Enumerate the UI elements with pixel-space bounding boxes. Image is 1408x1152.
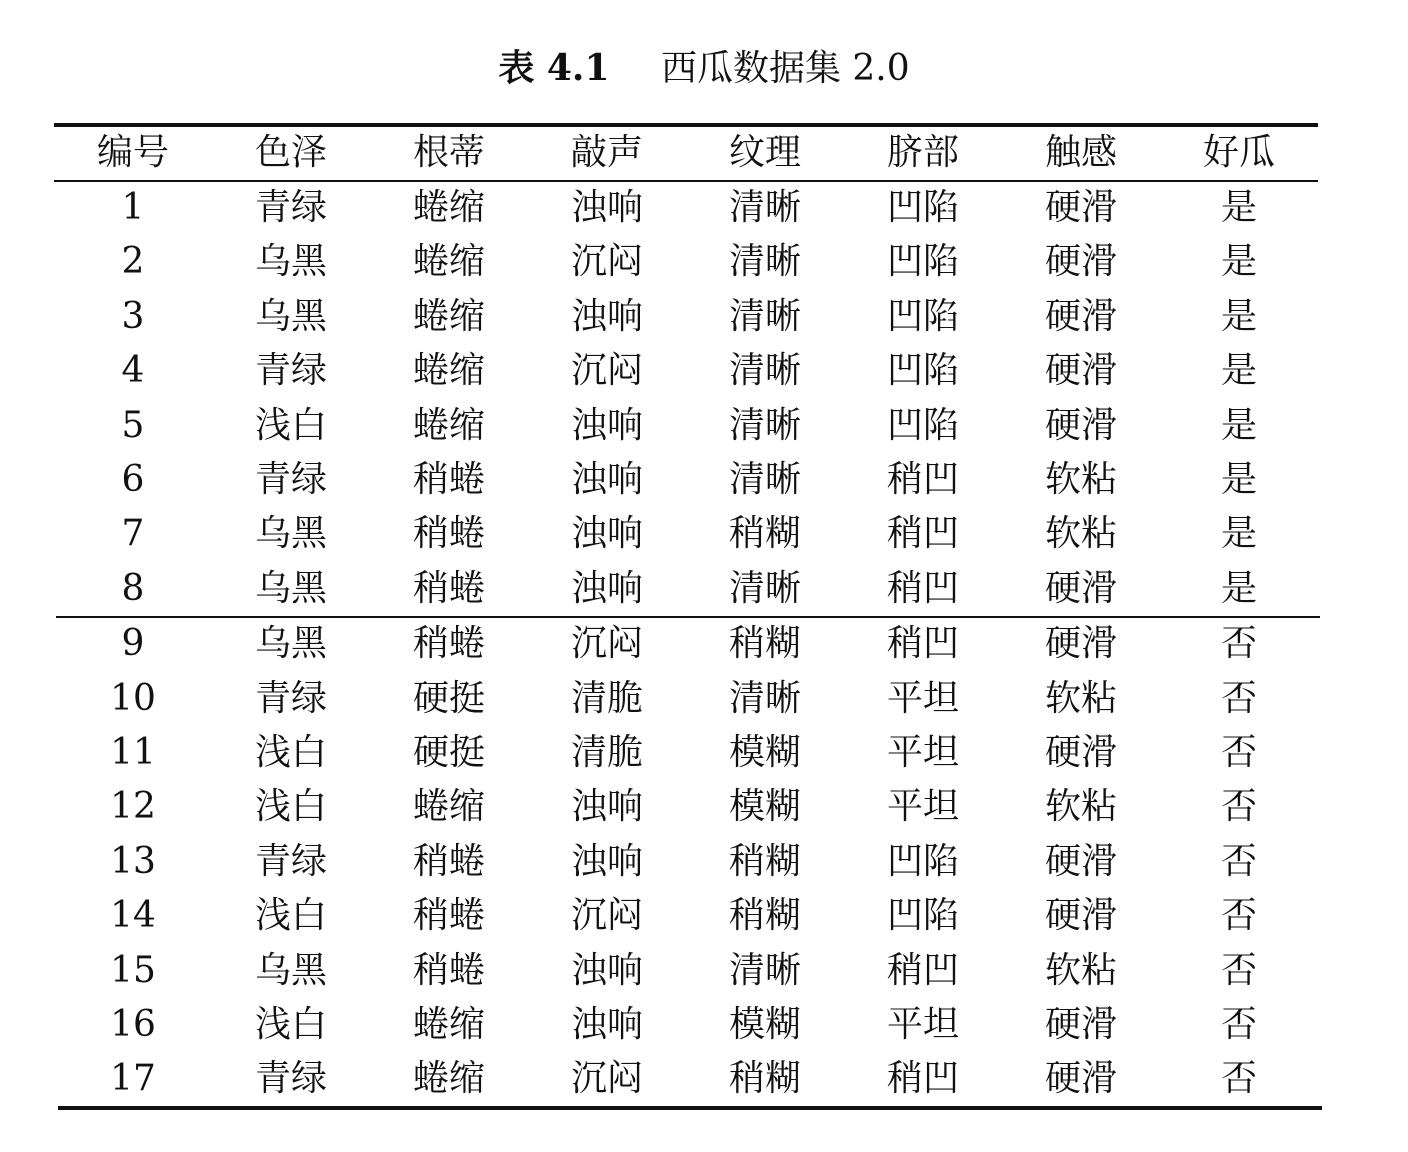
cell-texture: 稍糊 <box>728 841 801 882</box>
cell-texture: 清晰 <box>728 678 801 719</box>
cell-touch: 软粘 <box>1044 950 1117 991</box>
cell-good: 是 <box>1220 513 1257 554</box>
cell-color: 浅白 <box>254 732 327 773</box>
cell-color: 乌黑 <box>254 623 327 664</box>
cell-id: 16 <box>110 1004 156 1045</box>
table-caption-title: 西瓜数据集 2.0 <box>660 48 910 89</box>
cell-color: 乌黑 <box>254 950 327 991</box>
cell-color: 乌黑 <box>254 241 327 282</box>
cell-knock: 沉闷 <box>570 895 643 936</box>
cell-root: 稍蜷 <box>412 459 485 500</box>
column-header-id: 编号 <box>96 132 169 173</box>
cell-root: 稍蜷 <box>412 568 485 609</box>
cell-good: 是 <box>1220 350 1257 391</box>
table-row <box>54 562 1318 616</box>
cell-root: 硬挺 <box>412 732 485 773</box>
table-row <box>54 344 1318 398</box>
cell-knock: 沉闷 <box>570 1058 643 1099</box>
column-header-touch: 触感 <box>1044 132 1117 173</box>
cell-id: 5 <box>121 405 145 446</box>
table-row <box>54 998 1318 1052</box>
cell-navel: 凹陷 <box>886 405 959 446</box>
cell-knock: 浊响 <box>570 841 643 882</box>
cell-good: 否 <box>1220 1058 1257 1099</box>
cell-good: 否 <box>1220 841 1257 882</box>
cell-knock: 沉闷 <box>570 623 643 664</box>
cell-color: 乌黑 <box>254 513 327 554</box>
table-bottom-rule <box>58 1106 1322 1110</box>
cell-navel: 稍凹 <box>886 513 959 554</box>
table-caption-label: 表 4.1 <box>498 47 610 89</box>
cell-touch: 软粘 <box>1044 678 1117 719</box>
cell-touch: 硬滑 <box>1044 296 1117 337</box>
cell-color: 青绿 <box>254 1058 327 1099</box>
table-row <box>54 507 1318 561</box>
cell-navel: 凹陷 <box>886 841 959 882</box>
cell-touch: 硬滑 <box>1044 568 1117 609</box>
cell-knock: 沉闷 <box>570 350 643 391</box>
cell-navel: 凹陷 <box>886 895 959 936</box>
cell-root: 蜷缩 <box>412 786 485 827</box>
cell-id: 7 <box>121 513 145 554</box>
table-row <box>54 290 1318 344</box>
cell-id: 8 <box>121 568 145 609</box>
cell-knock: 浊响 <box>570 296 643 337</box>
cell-navel: 凹陷 <box>886 296 959 337</box>
cell-id: 17 <box>110 1058 156 1099</box>
column-header-good: 好瓜 <box>1202 132 1275 173</box>
cell-texture: 模糊 <box>728 1004 801 1045</box>
cell-root: 稍蜷 <box>412 513 485 554</box>
cell-texture: 清晰 <box>728 350 801 391</box>
cell-touch: 硬滑 <box>1044 241 1117 282</box>
cell-root: 稍蜷 <box>412 895 485 936</box>
cell-id: 9 <box>121 623 145 664</box>
cell-root: 蜷缩 <box>412 1058 485 1099</box>
cell-good: 否 <box>1220 623 1257 664</box>
cell-knock: 沉闷 <box>570 241 643 282</box>
cell-texture: 模糊 <box>728 786 801 827</box>
cell-root: 蜷缩 <box>412 350 485 391</box>
cell-color: 青绿 <box>254 459 327 500</box>
cell-touch: 硬滑 <box>1044 841 1117 882</box>
cell-texture: 清晰 <box>728 568 801 609</box>
cell-navel: 凹陷 <box>886 241 959 282</box>
table-row <box>54 672 1318 726</box>
cell-navel: 稍凹 <box>886 623 959 664</box>
cell-color: 浅白 <box>254 895 327 936</box>
cell-root: 蜷缩 <box>412 241 485 282</box>
cell-root: 蜷缩 <box>412 405 485 446</box>
cell-id: 10 <box>110 678 156 719</box>
cell-id: 4 <box>121 350 145 391</box>
cell-navel: 凹陷 <box>886 350 959 391</box>
cell-id: 11 <box>110 732 156 773</box>
cell-texture: 清晰 <box>728 187 801 228</box>
cell-navel: 稍凹 <box>886 1058 959 1099</box>
cell-touch: 软粘 <box>1044 459 1117 500</box>
cell-color: 青绿 <box>254 678 327 719</box>
cell-texture: 模糊 <box>728 732 801 773</box>
table-row <box>54 780 1318 834</box>
cell-root: 硬挺 <box>412 678 485 719</box>
table-header-row <box>54 126 1318 180</box>
cell-knock: 清脆 <box>570 732 643 773</box>
cell-root: 蜷缩 <box>412 187 485 228</box>
cell-navel: 稍凹 <box>886 568 959 609</box>
cell-touch: 软粘 <box>1044 786 1117 827</box>
cell-good: 是 <box>1220 568 1257 609</box>
cell-root: 稍蜷 <box>412 623 485 664</box>
cell-touch: 硬滑 <box>1044 1058 1117 1099</box>
cell-good: 否 <box>1220 1004 1257 1045</box>
column-header-knock: 敲声 <box>570 132 643 173</box>
cell-knock: 浊响 <box>570 1004 643 1045</box>
table-row <box>54 835 1318 889</box>
cell-good: 是 <box>1220 296 1257 337</box>
cell-id: 3 <box>121 296 145 337</box>
cell-touch: 硬滑 <box>1044 895 1117 936</box>
cell-color: 浅白 <box>254 405 327 446</box>
table-row <box>54 617 1318 671</box>
cell-navel: 平坦 <box>886 732 959 773</box>
table-row <box>54 235 1318 289</box>
cell-touch: 硬滑 <box>1044 350 1117 391</box>
cell-texture: 清晰 <box>728 296 801 337</box>
cell-root: 蜷缩 <box>412 1004 485 1045</box>
cell-knock: 清脆 <box>570 678 643 719</box>
cell-navel: 稍凹 <box>886 950 959 991</box>
cell-id: 14 <box>110 895 156 936</box>
table-row <box>54 399 1318 453</box>
column-header-root: 根蒂 <box>412 132 485 173</box>
cell-texture: 清晰 <box>728 405 801 446</box>
cell-navel: 稍凹 <box>886 459 959 500</box>
cell-touch: 硬滑 <box>1044 732 1117 773</box>
cell-knock: 浊响 <box>570 187 643 228</box>
table-caption <box>0 40 1408 97</box>
cell-navel: 凹陷 <box>886 187 959 228</box>
cell-color: 乌黑 <box>254 296 327 337</box>
cell-color: 青绿 <box>254 841 327 882</box>
cell-navel: 平坦 <box>886 1004 959 1045</box>
cell-good: 否 <box>1220 732 1257 773</box>
cell-knock: 浊响 <box>570 405 643 446</box>
cell-id: 13 <box>110 841 156 882</box>
cell-good: 是 <box>1220 187 1257 228</box>
cell-touch: 软粘 <box>1044 513 1117 554</box>
cell-good: 是 <box>1220 241 1257 282</box>
column-header-texture: 纹理 <box>728 132 801 173</box>
cell-texture: 清晰 <box>728 950 801 991</box>
cell-color: 青绿 <box>254 187 327 228</box>
table-row <box>54 889 1318 943</box>
cell-texture: 稍糊 <box>728 513 801 554</box>
cell-touch: 硬滑 <box>1044 623 1117 664</box>
cell-root: 蜷缩 <box>412 296 485 337</box>
cell-id: 12 <box>110 786 156 827</box>
cell-color: 青绿 <box>254 350 327 391</box>
cell-knock: 浊响 <box>570 568 643 609</box>
cell-id: 6 <box>121 459 145 500</box>
cell-id: 15 <box>110 950 156 991</box>
table-row <box>54 944 1318 998</box>
cell-knock: 浊响 <box>570 459 643 500</box>
cell-color: 乌黑 <box>254 568 327 609</box>
cell-knock: 浊响 <box>570 950 643 991</box>
cell-texture: 稍糊 <box>728 1058 801 1099</box>
cell-good: 否 <box>1220 950 1257 991</box>
cell-navel: 平坦 <box>886 786 959 827</box>
cell-texture: 稍糊 <box>728 623 801 664</box>
cell-good: 是 <box>1220 459 1257 500</box>
cell-id: 2 <box>121 241 145 282</box>
table-row <box>54 453 1318 507</box>
column-header-color: 色泽 <box>254 132 327 173</box>
cell-texture: 稍糊 <box>728 895 801 936</box>
cell-root: 稍蜷 <box>412 950 485 991</box>
cell-good: 否 <box>1220 678 1257 719</box>
cell-color: 浅白 <box>254 786 327 827</box>
cell-texture: 清晰 <box>728 241 801 282</box>
cell-id: 1 <box>121 187 145 228</box>
cell-texture: 清晰 <box>728 459 801 500</box>
cell-color: 浅白 <box>254 1004 327 1045</box>
cell-touch: 硬滑 <box>1044 1004 1117 1045</box>
column-header-navel: 脐部 <box>886 132 959 173</box>
table-row <box>54 181 1318 235</box>
cell-touch: 硬滑 <box>1044 187 1117 228</box>
table-row <box>54 726 1318 780</box>
table-row <box>54 1052 1318 1106</box>
cell-knock: 浊响 <box>570 786 643 827</box>
cell-touch: 硬滑 <box>1044 405 1117 446</box>
cell-root: 稍蜷 <box>412 841 485 882</box>
cell-good: 是 <box>1220 405 1257 446</box>
cell-knock: 浊响 <box>570 513 643 554</box>
cell-good: 否 <box>1220 786 1257 827</box>
cell-navel: 平坦 <box>886 678 959 719</box>
cell-good: 否 <box>1220 895 1257 936</box>
